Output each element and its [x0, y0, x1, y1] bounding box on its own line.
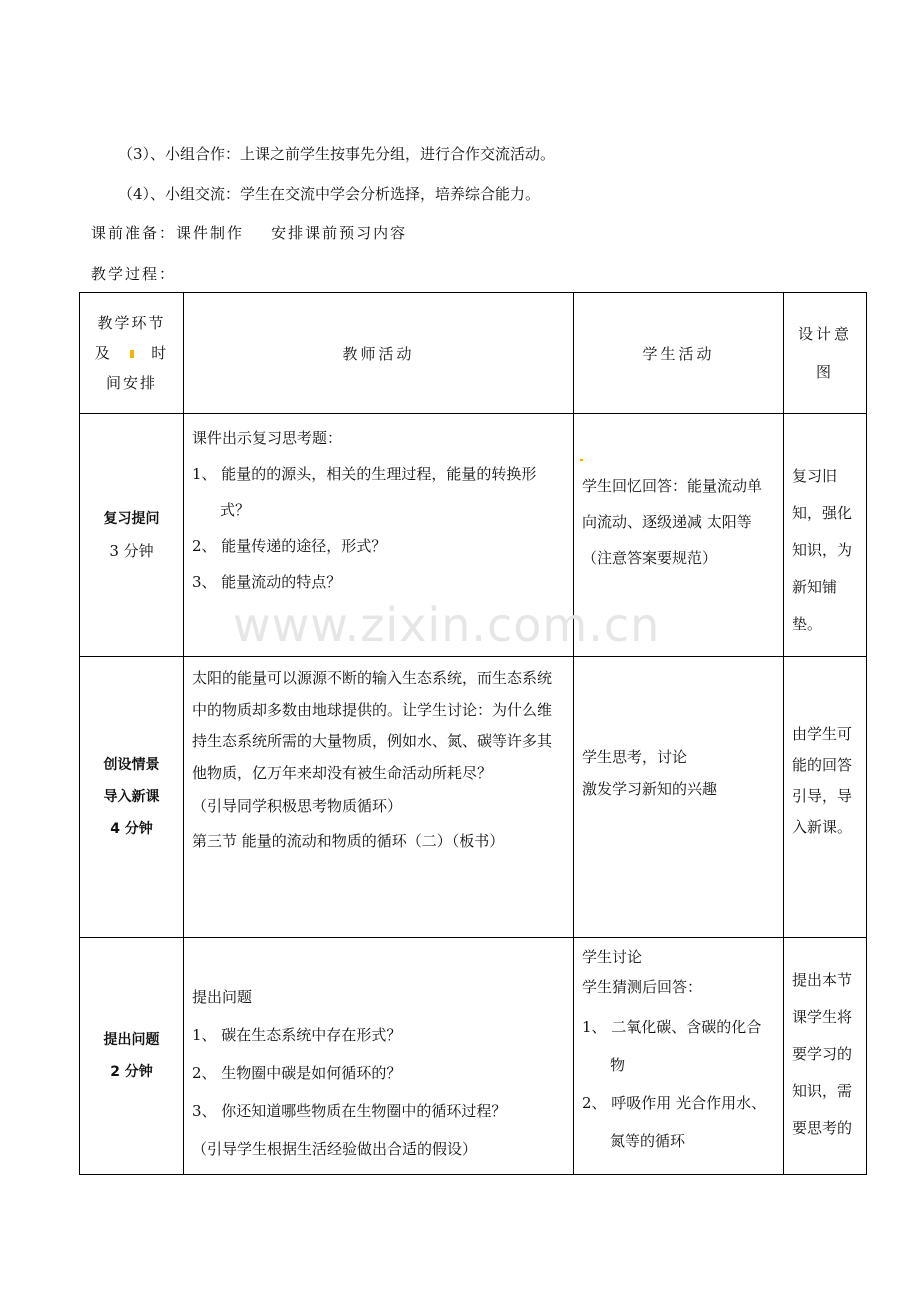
watermark: www.zixin.com.cn — [233, 598, 661, 652]
stage-cell — [80, 414, 184, 657]
intro-line-4: （4）、小组交流：学生在交流中学会分析选择，培养综合能力。 — [118, 185, 541, 203]
teacher-line: 太阳的能量可以源源不断的输入生态系统，而生态系统中的物质却多数由地球提供的。让学生讨论：为什么维持生态系统所需的大量物质，例如水、氮、碳等许多其他物质，亿万年来却没有被生命活动所耗尽？ — [192, 669, 553, 782]
header-design-line1: 设计意 — [797, 325, 852, 343]
header-design — [784, 293, 867, 414]
stage-time: 2 分钟 — [110, 1064, 153, 1080]
teacher-cell — [184, 938, 574, 1175]
header-student: 学生活动 — [574, 293, 784, 414]
teacher-line: （引导学生根据生活经验做出合适的假设） — [192, 1140, 478, 1158]
teacher-line: 2、 能量传递的途径，形式？ — [192, 537, 387, 555]
design-cell — [784, 414, 867, 657]
student-line: 1、 二氧化碳、含碳的化合物 — [582, 1018, 762, 1074]
design-text: 提出本节课学生将要学习的知识，需要思考的 — [792, 971, 853, 1137]
student-line: 学生回忆回答：能量流动单向流动、逐级递减 太阳等 — [582, 477, 763, 531]
student-cell — [574, 657, 784, 938]
header-design-line2: 图 — [815, 363, 834, 381]
process-heading: 教学过程： — [91, 265, 177, 283]
student-line: （注意答案要规范） — [582, 549, 718, 567]
prep-line: 课前准备：课件制作 安排课前预习内容 — [91, 224, 408, 242]
intro-line-3: （3）、小组合作：上课之前学生按事先分组，进行合作交流活动。 — [118, 145, 556, 163]
teacher-line: 3、 你还知道哪些物质在生物圈中的循环过程？ — [192, 1102, 507, 1120]
header-stage-line2b: 时 — [151, 344, 169, 362]
table-row-review — [80, 414, 867, 657]
teacher-line: 1、 能量的的源头，相关的生理过程，能量的转换形式？ — [192, 465, 537, 519]
student-line: 学生讨论 — [582, 948, 643, 966]
student-line: 学生猜测后回答： — [582, 978, 703, 996]
design-cell — [784, 938, 867, 1175]
teacher-line: 2、 生物圈中碳是如何循环的？ — [192, 1064, 402, 1082]
caret-mark — [119, 338, 145, 368]
lesson-plan-table — [79, 292, 867, 1175]
header-stage-line1: 教学环节 — [97, 314, 166, 332]
stage-title: 提出问题 — [103, 1032, 160, 1048]
teacher-line: 课件出示复习思考题： — [192, 429, 343, 447]
stage-cell — [80, 657, 184, 938]
header-stage-line2a: 及 — [94, 344, 112, 362]
teacher-line: 第三节 能量的流动和物质的循环（二）（板书） — [192, 831, 505, 850]
header-stage-line2 — [80, 338, 183, 368]
student-line: 学生思考，讨论 — [582, 748, 688, 766]
design-cell — [784, 657, 867, 938]
design-text: 由学生可能的回答引导，导入新课。 — [792, 725, 853, 836]
table-row-questions — [80, 938, 867, 1175]
teacher-cell — [184, 657, 574, 938]
teacher-line: 1、 碳在生态系统中存在形式？ — [192, 1026, 402, 1044]
design-text: 复习旧知，强化知识，为新知铺垫。 — [792, 467, 853, 633]
stage-time: 3 分钟 — [109, 542, 154, 560]
header-teacher: 教师活动 — [184, 293, 574, 414]
header-stage-line3: 间安排 — [105, 374, 157, 392]
header-stage — [80, 293, 184, 414]
table-row-intro — [80, 657, 867, 938]
table-header-row — [80, 293, 867, 414]
stage-cell — [80, 938, 184, 1175]
student-cell — [574, 938, 784, 1175]
teacher-line: 提出问题 — [192, 988, 253, 1006]
teacher-cell — [184, 414, 574, 657]
stage-title-2: 导入新课 — [103, 789, 160, 805]
teacher-line: 3、 能量流动的特点？ — [192, 573, 342, 591]
student-line: 激发学习新知的兴趣 — [582, 780, 718, 798]
caret-mark — [580, 459, 583, 461]
stage-title: 复习提问 — [103, 511, 160, 527]
stage-time: 4 分钟 — [110, 821, 153, 837]
stage-title: 创设情景 — [103, 757, 160, 773]
student-line: 2、 呼吸作用 光合作用水、氮等的循环 — [582, 1094, 767, 1150]
teacher-line: （引导同学积极思考物质循环） — [192, 797, 403, 815]
student-cell — [574, 414, 784, 657]
